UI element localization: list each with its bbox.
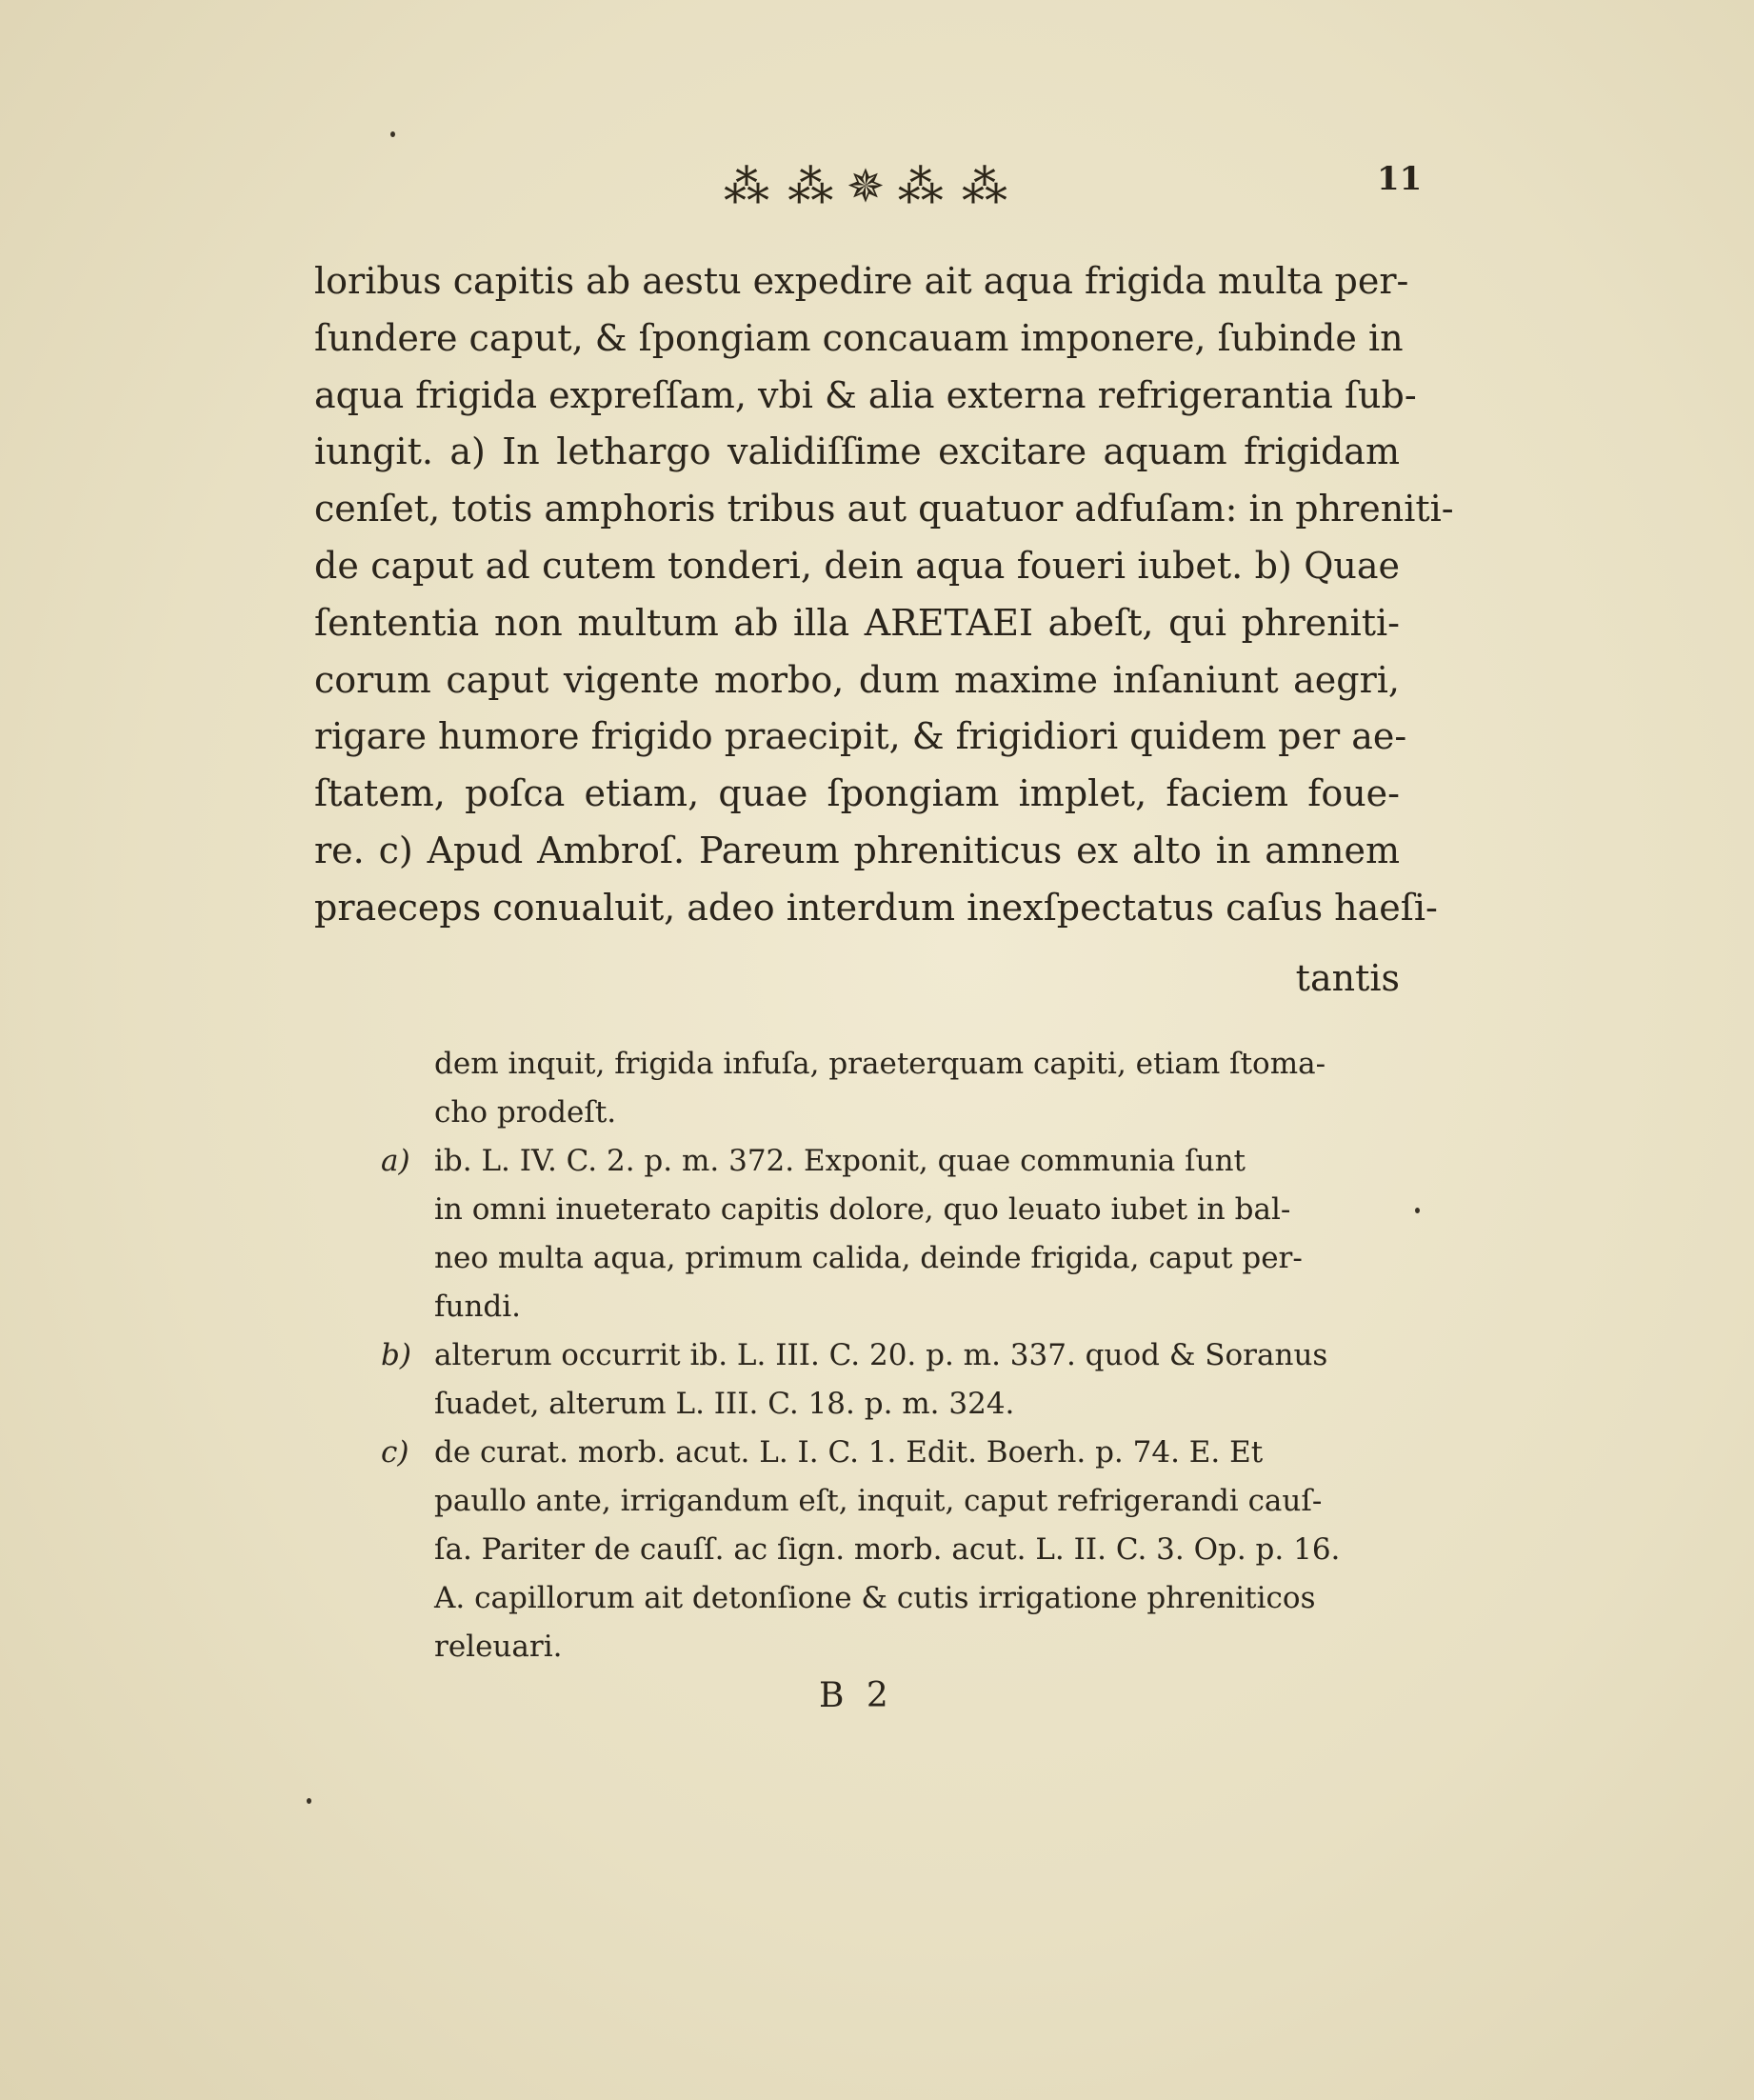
ink-speck: [307, 1798, 311, 1804]
footnote-line: alterum occurrit ib. L. III. C. 20. p. m. 337. quod & Soranus: [434, 1338, 1328, 1372]
text-line: aqua frigida expreſſam, vbi & alia externa refrigerantia ſub-: [314, 373, 1417, 416]
footnote-b: [381, 1331, 1400, 1380]
text-line: praeceps conualuit, adeo interdum inexſpectatus caſus haeſi-: [314, 886, 1438, 929]
footnote-label: b): [381, 1338, 411, 1372]
footnote-line: releuari.: [434, 1630, 563, 1664]
footnote-line: in omni inueterato capitis dolore, quo leuato iubet in bal-: [434, 1192, 1291, 1227]
text-line: ſententia non multum ab illa ARETAEI abeſt, qui phreniti-: [314, 601, 1400, 644]
footnote-line: ſuadet, alterum L. III. C. 18. p. m. 324.: [434, 1387, 1015, 1421]
footnotes: [381, 1040, 1400, 1671]
footnote-line: A. capillorum ait detonſione & cutis irrigatione phreniticos: [434, 1581, 1316, 1615]
text-line: loribus capitis ab aestu expedire ait aqua frigida multa per-: [314, 260, 1409, 302]
footnote-line: de curat. morb. acut. L. I. C. 1. Edit. Boerh. p. 74. E. Et: [434, 1435, 1264, 1470]
ornament-left: ⁂ ⁂: [724, 160, 836, 213]
footnote-line: ſa. Pariter de cauſſ. ac ſign. morb. acut. L. II. C. 3. Op. p. 16.: [434, 1532, 1341, 1567]
footnote-line: fundi.: [434, 1290, 522, 1324]
footnote-c: [381, 1429, 1400, 1477]
text-line: iungit. a) In lethargo validiſſime excitare aquam frigidam: [314, 430, 1400, 473]
text-line: corum caput vigente morbo, dum maxime inſaniunt aegri,: [314, 658, 1400, 701]
header-ornament: [724, 158, 1009, 215]
catchword: tantis: [1295, 957, 1400, 999]
footnote-label: a): [381, 1144, 410, 1178]
ornament-right: ⁂ ⁂: [897, 160, 1009, 213]
text-line: de caput ad cutem tonderi, dein aqua foueri iubet. b) Quae: [314, 544, 1400, 587]
footnote-label: c): [381, 1435, 409, 1470]
text-line: ſundere caput, & ſpongiam concauam imponere, ſubinde in: [314, 316, 1404, 359]
main-text: [314, 253, 1454, 937]
ink-speck: [1415, 1208, 1420, 1213]
text-line: rigare humore frigido praecipit, & frigidiori quidem per ae-: [314, 715, 1407, 758]
ink-speck: [390, 131, 395, 137]
text-line: re. c) Apud Ambroſ. Pareum phreniticus ex alto in amnem: [314, 829, 1400, 871]
page-number: 11: [1377, 160, 1423, 198]
footnote-line: paullo ante, irrigandum eſt, inquit, caput refrigerandi cauſ-: [434, 1484, 1323, 1518]
text-line: ſtatem, poſca etiam, quae ſpongiam implet, faciem foue-: [314, 772, 1400, 815]
footnote-line: ib. L. IV. C. 2. p. m. 372. Exponit, quae communia ſunt: [434, 1144, 1246, 1178]
footnote-line: neo multa aqua, primum calida, deinde frigida, caput per-: [434, 1241, 1303, 1275]
ornament-center: ✵: [846, 160, 887, 213]
footnote-continuation-line: dem inquit, frigida infuſa, praeterquam capiti, etiam ſtoma-: [434, 1047, 1326, 1081]
footnote-continuation-line: cho prodeſt.: [434, 1095, 617, 1130]
text-line: cenſet, totis amphoris tribus aut quatuor adfuſam: in phreniti-: [314, 488, 1454, 530]
signature-mark: B 2: [819, 1676, 894, 1715]
footnote-a: [381, 1137, 1400, 1186]
